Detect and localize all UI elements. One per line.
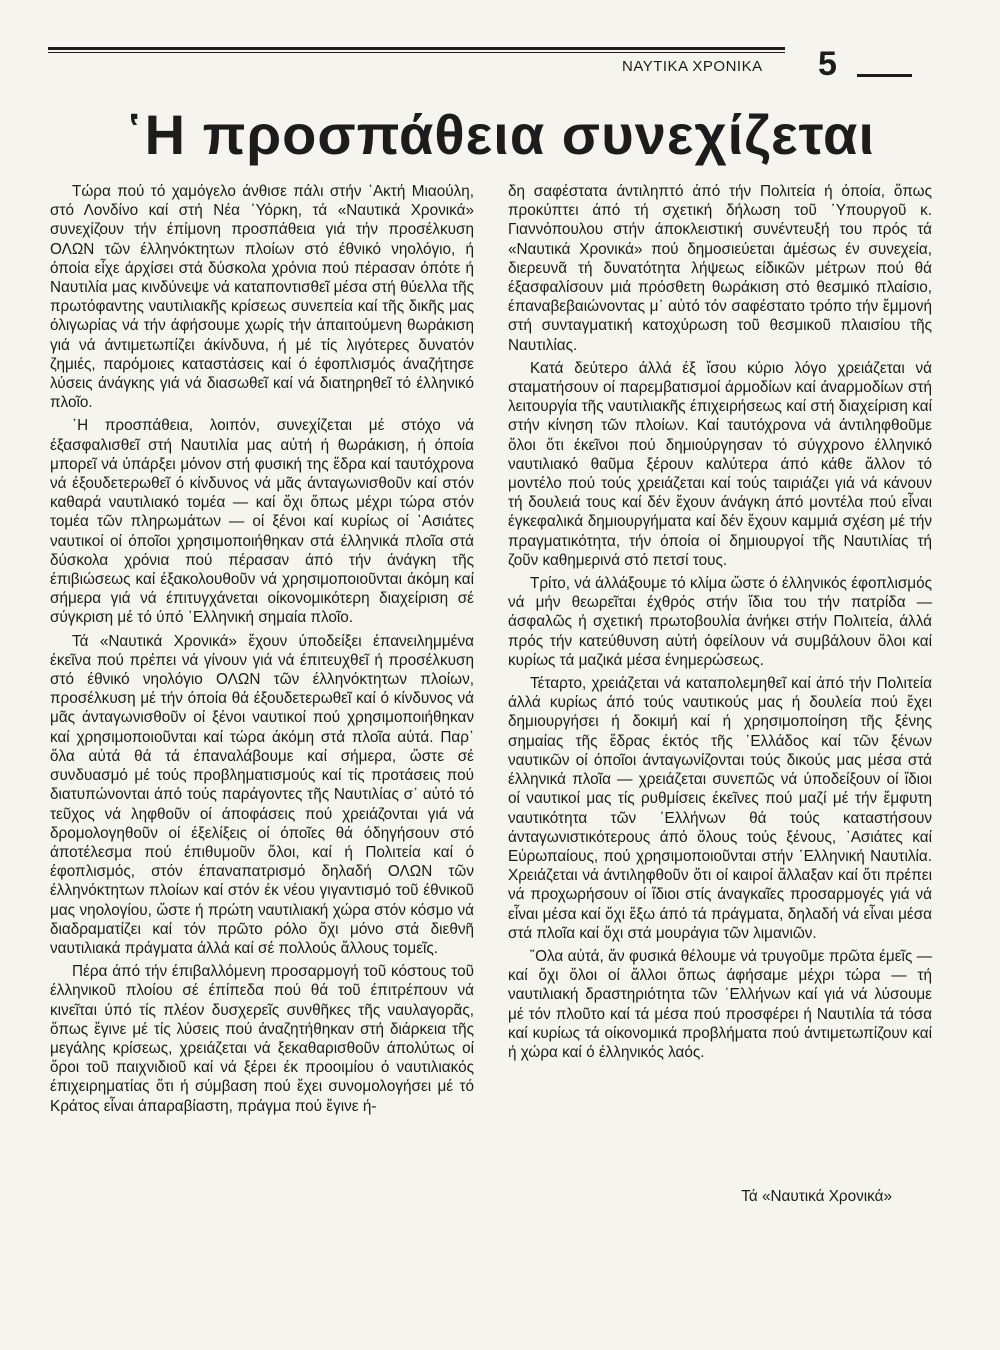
left-column	[50, 182, 474, 1116]
header-rule	[48, 47, 785, 50]
header-rule-thin	[48, 52, 785, 53]
right-column	[508, 182, 932, 1062]
paragraph: Τέταρτο, χρειάζεται νά καταπολεμηθεῖ καί άπό τήν Πολιτεία άλλά κυρίως άπό τούς ναυτικούς μας ή δουλεία πού ἔχει δημιουργήσει ή δοκιμή καί ή χρησιμοποίηση τῆς ξένης σημαίας τῆς ἕδρας έκτός τῆς ῾Ελλάδος καί τῶν ξένων ναυτικῶν οί όποῖοι άνταγωνίζονται τούς δικούς μας μέσα στά έλληνικά πλοῖα — χρειάζεται συνεπῶς νά ύποδείξουν οί ἴδιοι οί ναυτικοί μας τίς ρυθμίσεις έκεῖνες πού μαζί μέ τήν ἔμφυτη ναυτικότητα τῶν ῾Ελλήνων θά τούς καταστήσουν άνταγωνιστικότερους άπό ὅλους τούς ξένους, ᾿Ασιάτες καί Εὐρωπαίους, πού χρησιμοποιοῦνται στήν ῾Ελληνική Ναυτιλία. Χρειάζεται νά άντιληφθοῦν ὅτι οί καιροί ἄλλαξαν καί ὅτι πρέπει νά προχωρήσουν οί ἴδιοι στίς άναγκαῖες προσαρμογές γιά νά εἶναι μέσα καί ὄχι ἔξω άπό τά πράγματα, δηλαδή νά εἶναι μέσα στά πλοῖα καί ὄχι στά μουράγια τῶν λιμανιῶν.	[508, 675, 932, 942]
paragraph: ῞Ολα αὐτά, ἄν φυσικά θέλουμε νά τρυγοῦμε πρῶτα έμεῖς — καί ὄχι ὅλοι οί ἄλλοι ὅπως άφήσαμε μέχρι τώρα — τή ναυτιλιακή δραστηριότητα τῶν ῾Ελλήνων καί γιά νά λύσουμε μέ τόν πλοῦτο καί τά μέσα πού προσφέρει ή Ναυτιλία τά τόσα καί κυρίως τά οίκονομικά προβλήματα πού άντιμετωπίζουν καί ή χώρα καί ό έλληνικός λαός.	[508, 947, 932, 1061]
publication-title: ΝΑΥΤΙΚΑ ΧΡΟΝΙΚΑ	[622, 58, 763, 75]
page-number: 5	[818, 45, 837, 83]
paragraph: Τρίτο, νά άλλάξουμε τό κλίμα ὥστε ό έλληνικός έφοπλισμός νά μήν θεωρεῖται έχθρός στήν ἴδια του τήν πατρίδα — άσφαλῶς ή σχετική πρωτοβουλία άνήκει στήν Πολιτεία, άλλά πρός τήν κατεύθυνση αὐτή όφείλουν νά συμβάλουν ὅλοι καί κυρίως τά μαζικά μέσα ένημερώσεως.	[508, 575, 932, 669]
paragraph: Πέρα άπό τήν έπιβαλλόμενη προσαρμογή τοῦ κόστους τοῦ έλληνικοῦ πλοίου σέ έπίπεδα πού θά τοῦ έπιτρέπουν νά κινεῖται ύπό τίς πλέον δυσχερεῖς συνθῆκες τῆς ναυλαγορᾶς, ὅπως ἔγινε μέ τίς λύσεις πού άναζητήθηκαν στή διάρκεια τῆς μεγάλης κρίσεως, χρειάζεται νά ξεκαθαρισθοῦν άπολύτως οί ὅροι τοῦ παιχνιδιοῦ καί νά ξέρει έκ προοιμίου ό ναυτιλιακός έπιχειρηματίας ὅτι ή σύμβαση πού ἔχει συνομολογήσει μέ τό Κράτος εἶναι άπαραβίαστη, πράγμα πού ἔγινε ή-	[50, 963, 474, 1115]
paragraph: δη σαφέστατα άντιληπτό άπό τήν Πολιτεία ή όποία, ὅπως προκύπτει άπό τή σχετική δήλωση τοῦ ῾Υπουργοῦ κ. Γιαννόπουλου στήν άποκλειστική συνέντευξή του πρός τά «Ναυτικά Χρονικά» πού δημοσιεύεται άμέσως έν συνεχεία, διερευνᾶ τή δυνατότητα λήψεως είδικῶν μέτρων πού θά έξασφαλίσουν μιά πρόσθετη θωράκιση στό θεσμικό πλαίσιο, έπαναβεβαιώνοντας μ᾿ αὐτό τόν σαφέστατο τρόπο τήν ἔμμονή στή συνταγματική κατοχύρωση τοῦ θεσμικοῦ πλαισίου τῆς Ναυτιλίας.	[508, 183, 932, 354]
paragraph: ῾Η προσπάθεια, λοιπόν, συνεχίζεται μέ στόχο νά έξασφαλισθεῖ στή Ναυτιλία μας αὐτή ή θωράκιση, ή όποία μπορεῖ νά ύπάρξει μόνον στή φυσική της ἕδρα καί ταυτόχρονα νά έξουδετερωθεῖ ό κίνδυνος νά μᾶς άνταγωνισθοῦν καί στόν καθαρά ναυτιλιακό τομέα — καί ὄχι ὅπως μέχρι τώρα στόν τομέα τῶν πληρωμάτων — οί ξένοι καί κυρίως οί ᾿Ασιάτες ναυτικοί οί όποῖοι χρησιμοποιήθηκαν στά έλληνικά πλοῖα στά δύσκολα χρόνια πού πέρασαν άπό τήν άνάγκη τῆς έπιβιώσεως καί έξακολουθοῦν νά χρησιμοποιοῦνται άκόμη καί σήμερα γιά νά έπιτυγχάνεται οίκονομικότερη διαχείριση σέ σύγκριση μέ τό ύπό ῾Ελληνική σημαία πλοῖο.	[50, 417, 474, 627]
page-number-rule	[857, 74, 912, 77]
paragraph: Τά «Ναυτικά Χρονικά» ἔχουν ύποδείξει έπανειλημμένα έκεῖνα πού πρέπει νά γίνουν γιά νά έπιτευχθεῖ ή προσέλκυση στό έθνικό νηολόγιο ΟΛΩΝ τῶν έλληνόκτητων πλοίων, προσέλκυση μέ τήν όποία θά έξουδετερωθεῖ καί ό κίνδυνος νά μᾶς άνταγωνισθοῦν οί ξένοι ναυτικοί πού χρησιμοποιήθηκαν καί χρησιμοποιοῦνται καί τώρα άκόμη στά πλοῖα αὐτά. Παρ᾿ ὅλα αὐτά θά τά έπαναλάβουμε καί σήμερα, ὥστε σέ συνδυασμό μέ τούς προβληματισμούς καί τίς προτάσεις πού διατυπώνονται άπό τούς παράγοντες τῆς Ναυτιλίας σ᾿ αὐτό τό τεῦχος νά ληφθοῦν οί άποφάσεις πού χρειάζονται γιά νά δρομολογηθοῦν οί έξελίξεις οί όποῖες θά όδηγήσουν στό άποτέλεσμα πού έπιθυμοῦν ὅλοι, καί ή Πολιτεία καί ό έφοπλισμός, στόν έπαναπατρισμό δηλαδή ΟΛΩΝ τῶν έλληνόκτητων πλοίων καί στόν έκ νέου γιγαντισμό τοῦ έθνικοῦ μας νηολογίου, ὥστε ή πρώτη ναυτιλιακή χώρα στόν κόσμο νά διαδραματίζει καί τόν πρῶτο ρόλο ὄχι μόνο στά διεθνῆ ναυτιλιακά πράγματα άλλά καί σέ πολλούς ἄλλους τομεῖς.	[50, 632, 474, 957]
signature: Τά «Ναυτικά Χρονικά»	[741, 1188, 892, 1205]
article-title: ῾Η προσπάθεια συνεχίζεται	[124, 103, 876, 166]
paragraph: Τώρα πού τό χαμόγελο άνθισε πάλι στήν ᾿Ακτή Μιαούλη, στό Λονδίνο καί στή Νέα ῾Υόρκη, τά «Ναυτικά Χρονικά» συνεχίζουν τήν έπίμονη προσπάθεια γιά τήν προσέλκυση ΟΛΩΝ τῶν έλληνόκτητων πλοίων στό έθνικό νηολόγιο, ή όποία εἶχε άρχίσει στά δύσκολα χρόνια πού πέρασαν όπότε ή Ναυτιλία μας κινδύνεψε νά καταποντισθεῖ μέσα στή θύελλα τῆς πρωτόφαντης ναυτιλιακῆς κρίσεως συνεπεία καί τῆς δικῆς μας όλιγωρίας νά τήν άφήσουμε χωρίς τήν άπαιτούμενη θωράκιση γιά νά άντιμετωπίζει άκίνδυνα, ή μέ τίς λιγότερες δυνατόν ζημιές, παρόμοιες καταστάσεις καί ό έφοπλισμός άναζήτησε λύσεις άνάγκης γιά νά διασωθεῖ καί νά διατηρηθεῖ τό έλληνικό πλοῖο.	[50, 183, 474, 412]
paragraph: Κατά δεύτερο άλλά έξ ἴσου κύριο λόγο χρειάζεται νά σταματήσουν οί παρεμβατισμοί άρμοδίων καί άναρμοδίων στή λειτουργία τῆς ναυτιλιακῆς έπιχειρήσεως καί στή διαχείριση καί στήν κίνηση τῶν πλοίων. Καί ταυτόχρονα νά άντιληφθοῦμε ὅλοι ὅτι έκεῖνοι πού δημιούργησαν τό σύγχρονο έλληνικό ναυτιλιακό θαῦμα ξέρουν καλύτερα άπό κάθε ἄλλον τό μοντέλο πού τούς χρειάζεται καί τούς ταιριάζει γιά νά κάνουν τή δουλειά τους καί δέν ἔχουν άνάγκη άπό μοντέλα πού εἶναι έγκεφαλικά δημιουργήματα καί δέν ἔχουν καμμιά σχέση μέ τήν πραγματικότητα, τήν όποία οί δημιουργοί τῆς Ναυτιλίας τή ζοῦν καθημερινά στό πετσί τους.	[508, 359, 932, 569]
